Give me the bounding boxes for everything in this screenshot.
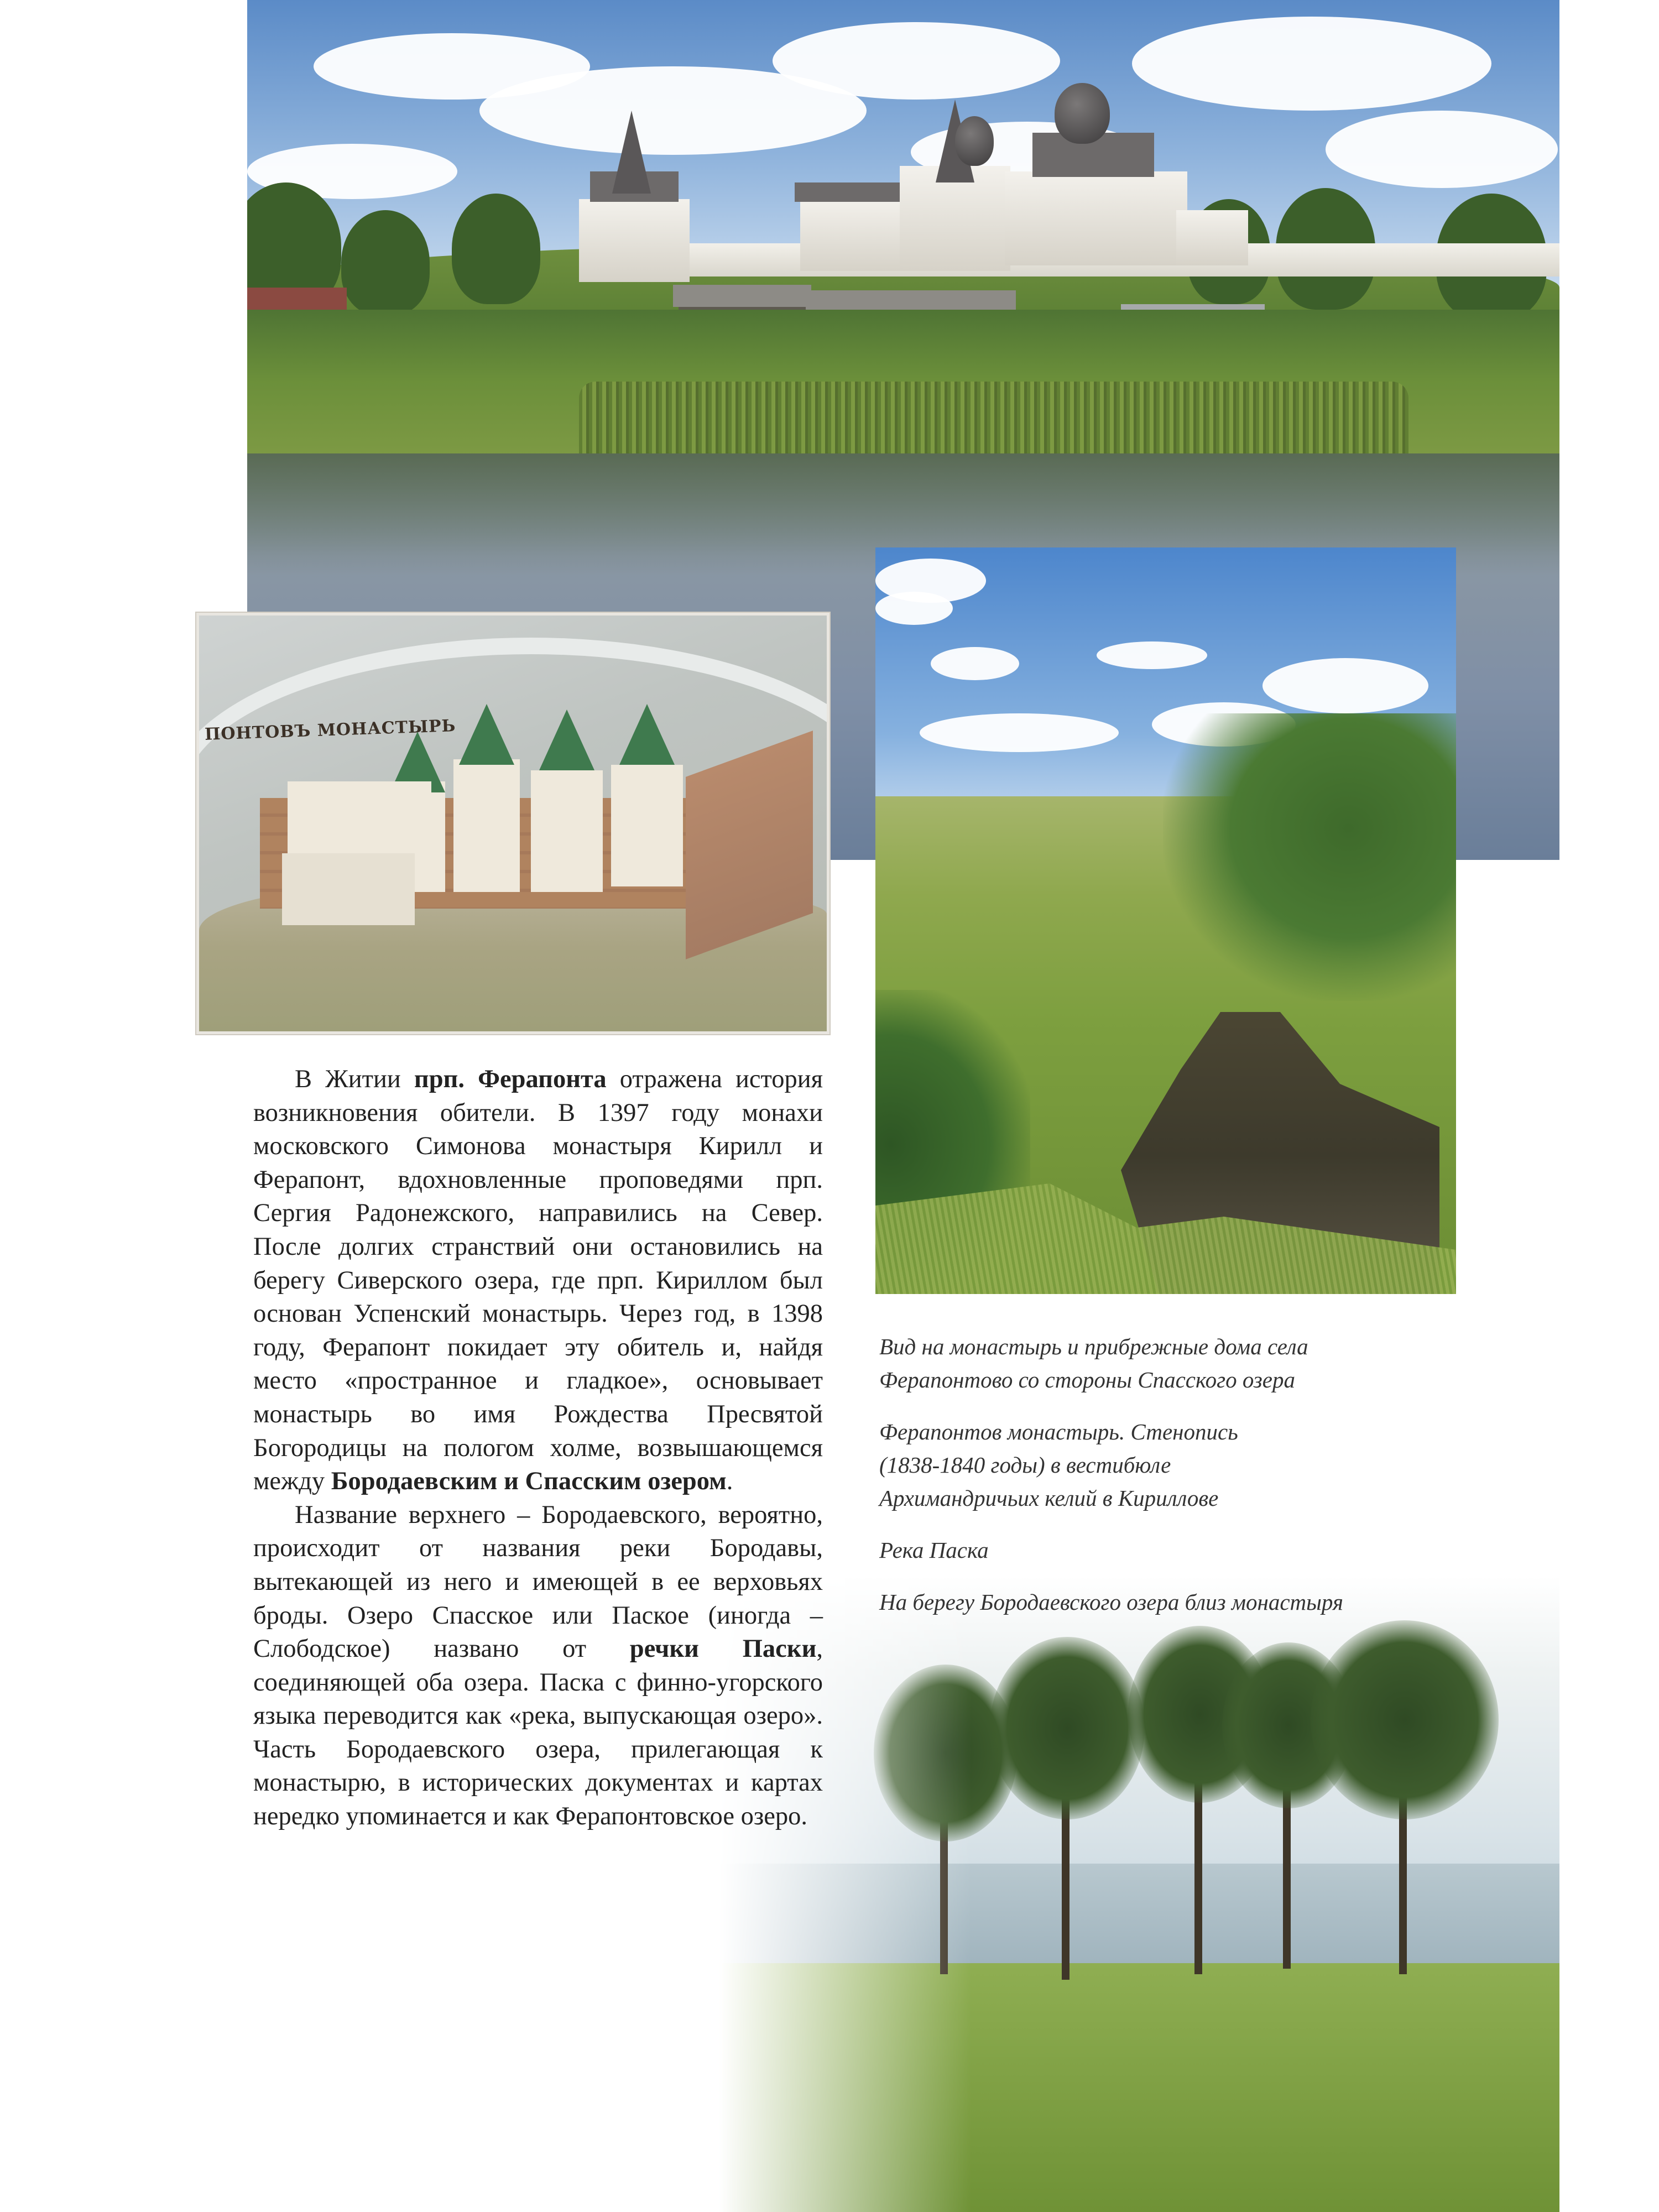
photo-captions xyxy=(879,1330,1515,1637)
emphasis-ferapont: прп. Ферапонта xyxy=(414,1065,607,1093)
caption-paska-river: Река Паска xyxy=(879,1537,989,1563)
paragraph-1: В Житии прп. Ферапонта отражена история возникновения обители. В 1397 году монахи московского Симонова монастыря Кирилл и Ферапонт, вдохновленные проповедями прп. Сергия Радонежского, направились на Север. После долгих странствий они остановились на берегу Сиверского озера, где прп. Кириллом был основан Успенский монастырь. Через год, в 1398 году, Ферапонт покидает эту обитель и, найдя место «пространное и гладкое», основывает монастырь во имя Рождества Пресвятой Богородицы на пологом холме, возвышающемся между Бородаевским и Спасским озером. xyxy=(253,1065,823,1496)
emphasis-paska: речки Паски xyxy=(629,1635,817,1663)
caption-fresco: Ферапонтов монастырь. Стенопись (1838-1840 годы) в вестибюле Архимандричьих келий в Кириллове xyxy=(879,1419,1238,1511)
caption-borodaevskoe-shore: На берегу Бородаевского озера близ монастыря xyxy=(879,1589,1343,1615)
paska-river-photo xyxy=(875,547,1456,1294)
pines-lake-photo xyxy=(719,1576,1559,2212)
paragraph-2: Название верхнего – Бородаевского, вероятно, происходит от названия реки Бородавы, вытекающей из него и имеющей в ее верховьях броды. Озеро Спасское или Паское (иногда – Слободское) названо от речки Паски, соединяющей оба озера. Паска с финно-угорского языка переводится как «река, выпускающая озеро». Часть Бородаевского озера, прилегающая к монастырю, в исторических документах и картах нередко упоминается и как Ферапонтовское озеро. xyxy=(253,1500,823,1831)
fresco-inscription: ПОНТОВЪ МОНАСТЫРЬ xyxy=(204,716,456,744)
fresco-photo xyxy=(196,613,830,1034)
article-text xyxy=(253,1063,823,1834)
emphasis-lakes: Бородаевским и Спасским озером xyxy=(331,1467,727,1496)
caption-monastery-view: Вид на монастырь и прибрежные дома села Ферапонтово со стороны Спасского озера xyxy=(879,1334,1308,1392)
